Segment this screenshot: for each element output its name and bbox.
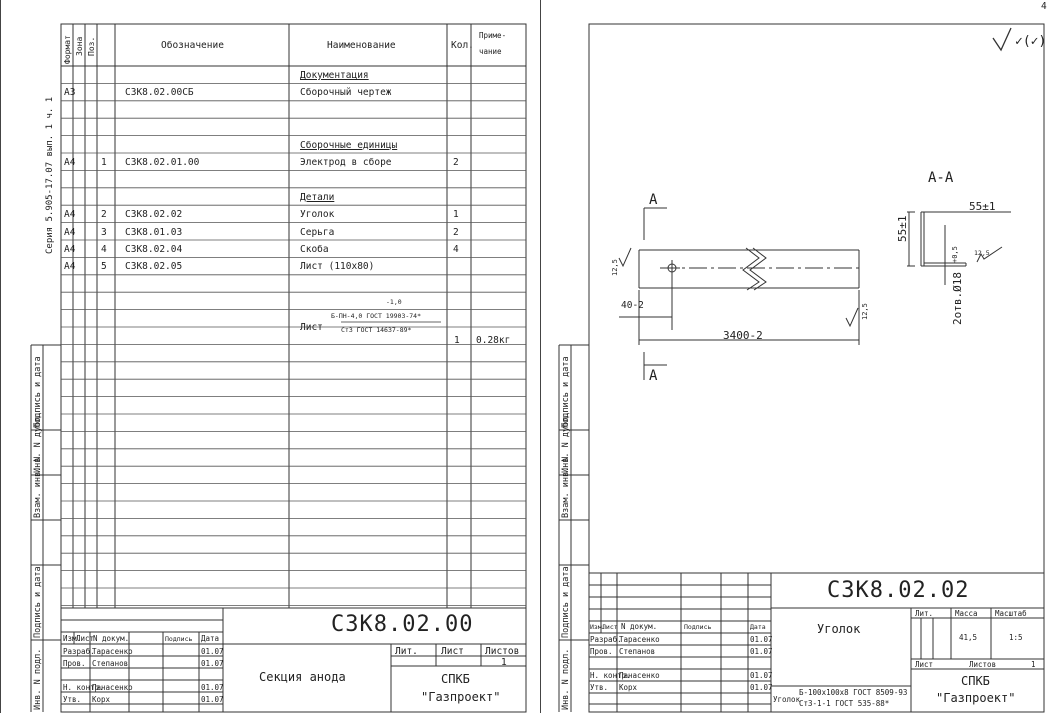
r-tb-col-doc: N докум. xyxy=(621,622,658,631)
cell-name: Детали xyxy=(300,191,335,203)
r-side-label-dupl: Инв. N дубл. xyxy=(561,411,571,473)
tb-col-date: Дата xyxy=(201,634,220,643)
cell-pos: 3 xyxy=(101,226,107,238)
header-zone: Зона xyxy=(75,36,84,56)
tb-role: Разраб. xyxy=(63,647,95,656)
r-tb-sheets: Листов xyxy=(969,660,997,669)
section-label: А-А xyxy=(928,170,954,186)
cell-designation: СЗК8.02.00СБ xyxy=(125,87,194,99)
tb-col-izm: Изм. xyxy=(63,634,82,643)
cell-designation: СЗК8.01.03 xyxy=(125,226,183,238)
tb-col-sign: Подпись xyxy=(165,635,193,643)
side-label-orig: Инв. N подл. xyxy=(33,648,43,710)
series-text: Серия 5.905-17.07 вып. 1 ч. 1 xyxy=(45,96,55,254)
cell-designation: СЗК8.02.05 xyxy=(125,261,183,273)
header-format: Формат xyxy=(63,35,72,64)
cell-name: Электрод в сборе xyxy=(300,157,392,168)
tb-role: Пров. xyxy=(590,647,613,656)
tb-name: Тарасенко xyxy=(92,647,133,656)
cell-format: А3 xyxy=(64,87,76,99)
cell-qty: 1 xyxy=(453,209,459,221)
cell-pos: 5 xyxy=(101,261,107,273)
drawing-sheet xyxy=(540,0,1049,713)
cell-qty: 4 xyxy=(453,244,459,255)
tb-col-doc: N докум. xyxy=(93,634,130,643)
header-name: Наименование xyxy=(327,40,396,51)
cell-name: Сборочный чертеж xyxy=(300,87,392,99)
side-label-replace: Взам. инв. N xyxy=(33,456,43,518)
tb-role: Разраб. xyxy=(590,635,622,644)
dim-width: 55±1 xyxy=(969,200,996,213)
r-tb-lit: Лит. xyxy=(915,609,934,618)
cell-designation: СЗК8.02.01.00 xyxy=(125,157,200,168)
r-tb-col-izm: Изм. xyxy=(590,623,606,631)
cell-name: Документация xyxy=(300,70,369,81)
tb-role: Утв. xyxy=(63,695,82,704)
r-tb-sheet: Лист xyxy=(915,660,934,669)
r-tb-col-list: Лист xyxy=(602,623,618,631)
r-material-bottom: Ст3-1-1 ГОСТ 535-88* xyxy=(799,699,890,708)
org-1: СПКБ xyxy=(441,672,470,686)
side-label-dupl: Инв. N дубл. xyxy=(33,411,43,473)
cell-designation: СЗК8.02.02 xyxy=(125,209,183,221)
r-doc-title: Уголок xyxy=(817,622,861,636)
cell-pos: 1 xyxy=(101,157,107,168)
tb-role: Н. контр. xyxy=(590,671,631,680)
cut-label-bottom: А xyxy=(649,368,658,384)
r-tb-scale: Масштаб xyxy=(995,609,1027,618)
tb-role: Пров. xyxy=(63,659,86,668)
r-tb-col-date: Дата xyxy=(750,623,766,631)
tb-date: 01.07 xyxy=(750,647,773,656)
cell-name: Сборочные единицы xyxy=(300,139,398,151)
cut-label-top: А xyxy=(649,192,658,208)
dim-holes: 2отв.Ø18 xyxy=(951,272,964,325)
org-2: "Газпроект" xyxy=(421,690,501,704)
tb-sheets-value: 1 xyxy=(501,657,507,668)
r-org-1: СПКБ xyxy=(961,674,990,688)
tb-role: Н. контр. xyxy=(63,683,104,692)
r-org-2: "Газпроект" xyxy=(936,691,1016,705)
tb-name: Степанов xyxy=(92,659,129,668)
cell-format: А4 xyxy=(64,157,76,168)
tb-sheets: Листов xyxy=(485,646,520,657)
dim-holes-tol: +0,5 xyxy=(951,246,959,263)
cell-qty: 2 xyxy=(453,157,459,168)
tb-date: 01.07 xyxy=(750,635,773,644)
cell-format: А4 xyxy=(64,226,76,238)
sheet-note: 0.28кг xyxy=(476,335,511,346)
sheet-spec-bottom: Ст3 ГОСТ 14637-89* xyxy=(341,326,412,334)
r-tb-mass-value: 41,5 xyxy=(959,633,978,642)
tb-date: 01.07 xyxy=(201,659,224,668)
cell-designation: СЗК8.02.04 xyxy=(125,244,183,255)
header-note-2: чание xyxy=(479,47,502,56)
tb-name: Степанов xyxy=(619,647,656,656)
header-pos: Поз. xyxy=(87,36,96,56)
r-side-label-replace: Взам. инв. N xyxy=(561,456,571,518)
side-label-signature-1: Подпись и дата xyxy=(33,356,43,428)
header-note-1: Приме- xyxy=(479,31,507,40)
tb-name: Корх xyxy=(92,695,111,704)
sheet-spec-top: Б-ПН-4,0 ГОСТ 19903-74* xyxy=(331,312,422,320)
cell-pos: 4 xyxy=(101,244,107,255)
cell-name: Лист (110х80) xyxy=(300,261,375,273)
cell-qty: 2 xyxy=(453,226,459,238)
tb-name: Тарасенко xyxy=(619,635,660,644)
angle-drawing xyxy=(619,28,1011,380)
r-doc-code: СЗК8.02.02 xyxy=(827,578,970,603)
sheet-qty: 1 xyxy=(454,335,460,346)
tb-lit: Лит. xyxy=(395,646,418,657)
tb-date: 01.07 xyxy=(201,695,224,704)
side-label-signature-2: Подпись и дата xyxy=(33,566,43,638)
dim-left: 40-2 xyxy=(621,300,644,311)
tb-role: Утв. xyxy=(590,683,609,692)
page-number: 4 xyxy=(1041,1,1047,12)
tb-date: 01.07 xyxy=(750,671,773,680)
tb-date: 01.07 xyxy=(201,683,224,692)
r-tb-col-sign: Подпись xyxy=(684,623,712,631)
r-tb-scale-value: 1:5 xyxy=(1009,633,1023,642)
tb-date: 01.07 xyxy=(201,647,224,656)
cell-format: А4 xyxy=(64,209,76,221)
cell-format: А4 xyxy=(64,261,76,273)
spec-sheet-frame xyxy=(1,0,536,713)
header-qty: Кол. xyxy=(451,40,474,51)
tb-name: Панасенко xyxy=(92,683,133,692)
tb-sheet: Лист xyxy=(441,646,464,657)
cell-format: А4 xyxy=(64,244,76,255)
cell-name: Уголок xyxy=(300,209,335,221)
list-subscript: -1,0 xyxy=(386,298,402,306)
tb-col-list: Лист xyxy=(76,634,95,643)
header-designation: Обозначение xyxy=(161,40,224,51)
cell-name: Серьга xyxy=(300,226,335,238)
tb-name: Корх xyxy=(619,683,638,692)
check-mark: ✓(✓) xyxy=(1015,34,1047,49)
doc-code: СЗК8.02.00 xyxy=(331,612,474,637)
doc-title: Секция анода xyxy=(259,670,346,684)
rough-3: 12,5 xyxy=(974,249,990,257)
tb-name: Панасенко xyxy=(619,671,660,680)
sheet-label: Лист xyxy=(300,322,323,333)
r-tb-sheets-value: 1 xyxy=(1031,660,1036,669)
rough-1: 12,5 xyxy=(611,259,619,276)
drawing-frame xyxy=(541,0,1049,713)
r-side-label-signature-1: Подпись и дата xyxy=(561,356,571,428)
r-side-label-signature-2: Подпись и дата xyxy=(561,566,571,638)
r-side-label-orig: Инв. N подл. xyxy=(561,648,571,710)
dim-height: 55±1 xyxy=(896,215,909,242)
tb-date: 01.07 xyxy=(750,683,773,692)
r-material-prefix: Уголок xyxy=(773,695,801,704)
rough-2: 12,5 xyxy=(861,303,869,320)
cell-pos: 2 xyxy=(101,209,107,221)
r-tb-mass: Масса xyxy=(955,609,978,618)
dim-length: 3400-2 xyxy=(723,329,763,342)
r-material-top: Б-100х100х8 ГОСТ 8509-93 xyxy=(799,688,908,697)
cell-name: Скоба xyxy=(300,244,329,255)
